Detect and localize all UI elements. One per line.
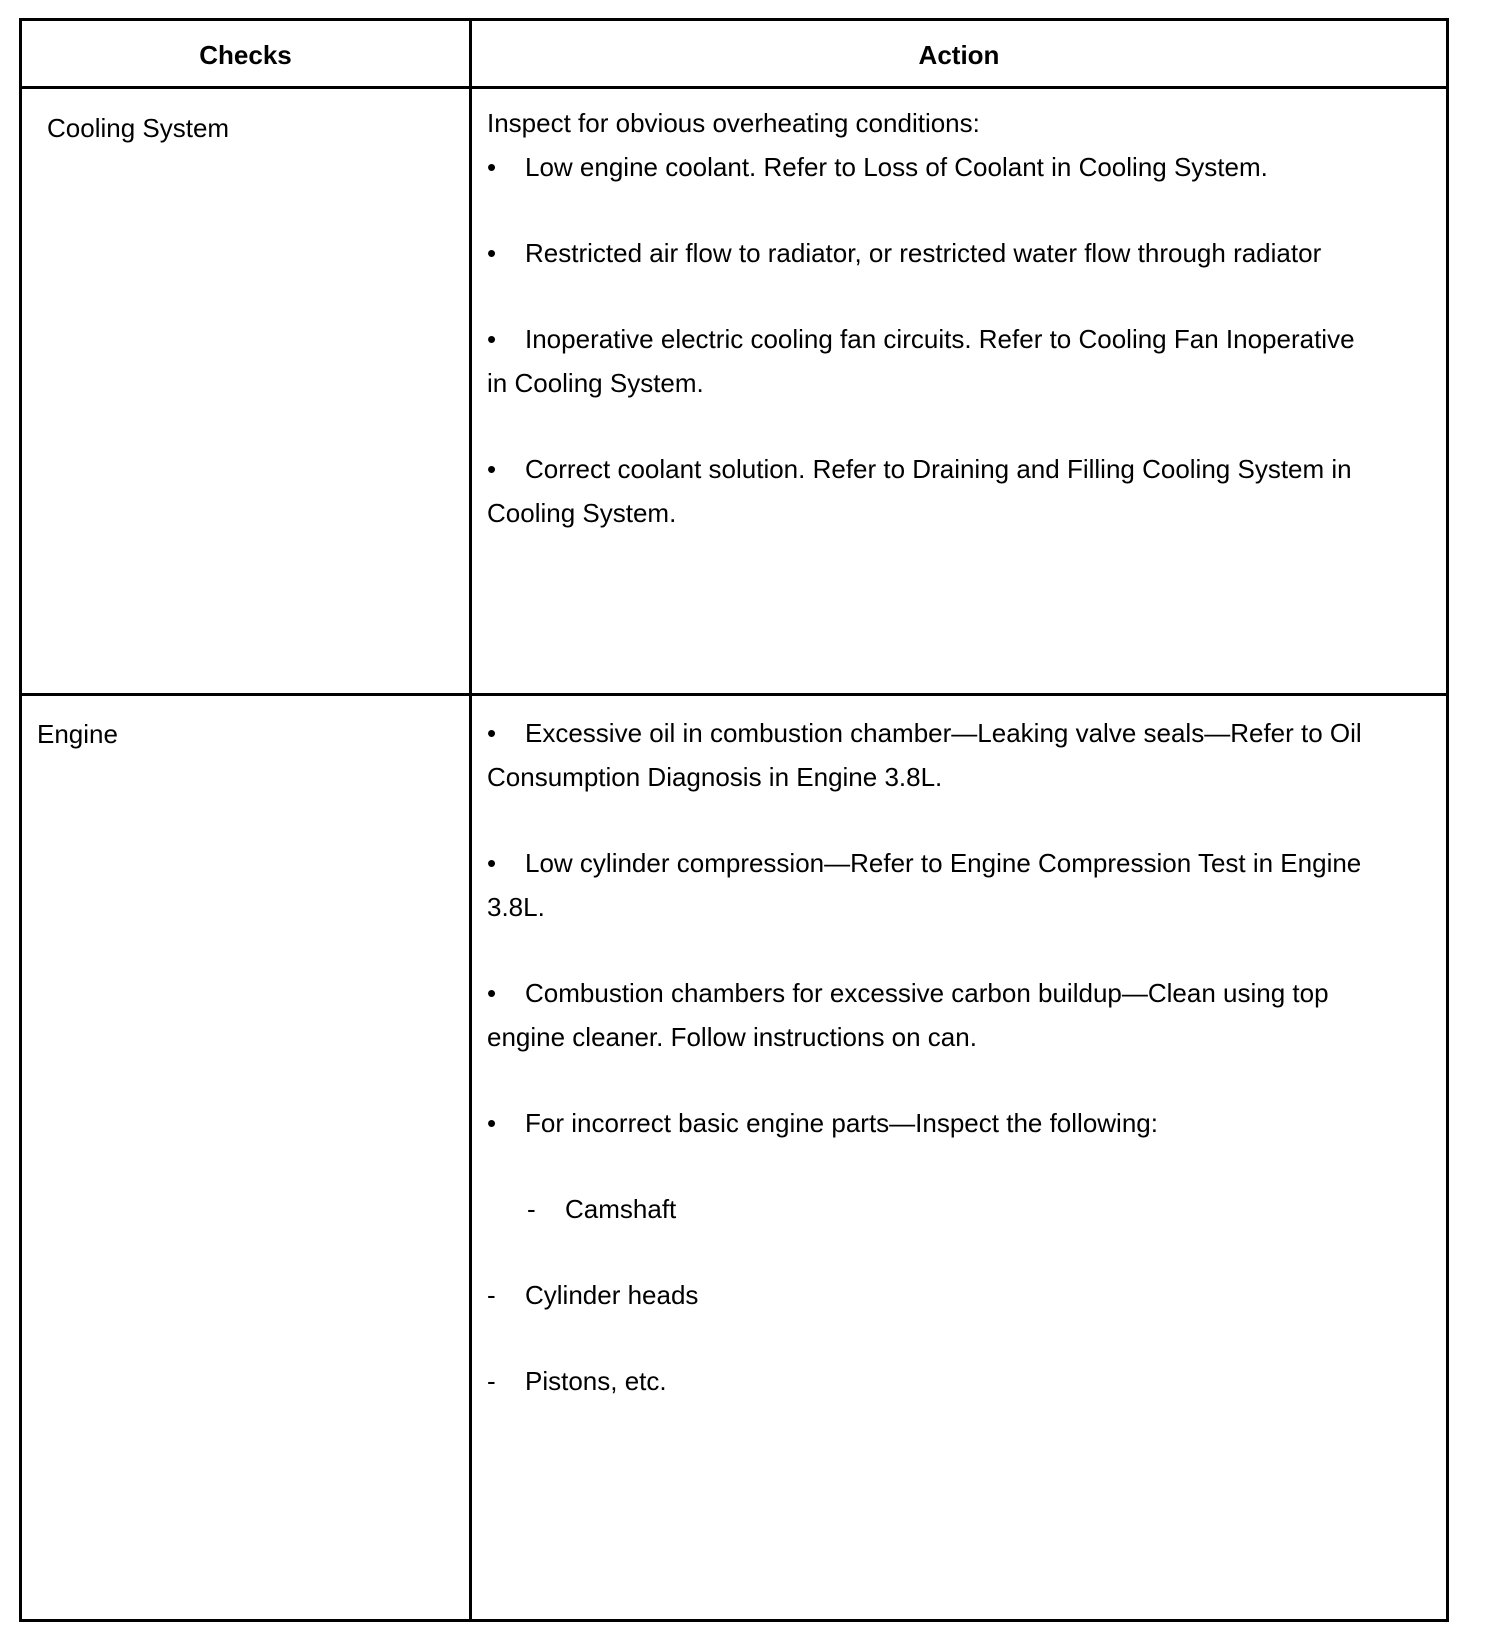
list-item: • Excessive oil in combustion chamber—Leaking valve seals—Refer to Oil Consumption Diagnosis in Engine 3.8L. [487,711,1367,799]
bullet-icon: • [487,1108,497,1138]
list-item: • Inoperative electric cooling fan circuits. Refer to Cooling Fan Inoperative in Cooling System. [487,317,1367,405]
sub-list-item: - Camshaft [487,1187,1367,1231]
list-item: • For incorrect basic engine parts—Inspect the following: [487,1101,1367,1145]
bullet-icon: • [487,454,497,484]
list-item: • Low cylinder compression—Refer to Engine Compression Test in Engine 3.8L. [487,841,1367,929]
dash-icon: - [527,1194,536,1224]
bullet-icon: • [487,324,497,354]
check-cooling-system: Cooling System [47,113,230,143]
row-divider [22,693,1446,696]
column-divider [469,21,472,1619]
list-item: • Correct coolant solution. Refer to Draining and Filling Cooling System in Cooling System. [487,447,1367,535]
check-engine: Engine [37,719,118,749]
list-item: • Low engine coolant. Refer to Loss of Coolant in Cooling System. [487,145,1367,189]
bullet-icon: • [487,238,497,268]
bullet-icon: • [487,848,497,878]
list-item: • Combustion chambers for excessive carbon buildup—Clean using top engine cleaner. Follow instructions on can. [487,971,1367,1059]
sub-list-item: - Pistons, etc. [487,1359,1367,1403]
sub-list-item: - Cylinder heads [487,1273,1367,1317]
bullet-icon: • [487,978,497,1008]
dash-icon: - [487,1280,496,1310]
header-checks: Checks [199,39,292,70]
action-cooling-system [487,101,1367,535]
bullet-icon: • [487,152,497,182]
checks-action-table [19,18,1449,1622]
bullet-icon: • [487,718,497,748]
header-action: Action [918,39,1000,70]
list-item: • Restricted air flow to radiator, or restricted water flow through radiator [487,231,1367,275]
dash-icon: - [487,1366,496,1396]
action-engine [487,711,1367,1403]
action-intro: Inspect for obvious overheating conditions: [487,108,980,138]
